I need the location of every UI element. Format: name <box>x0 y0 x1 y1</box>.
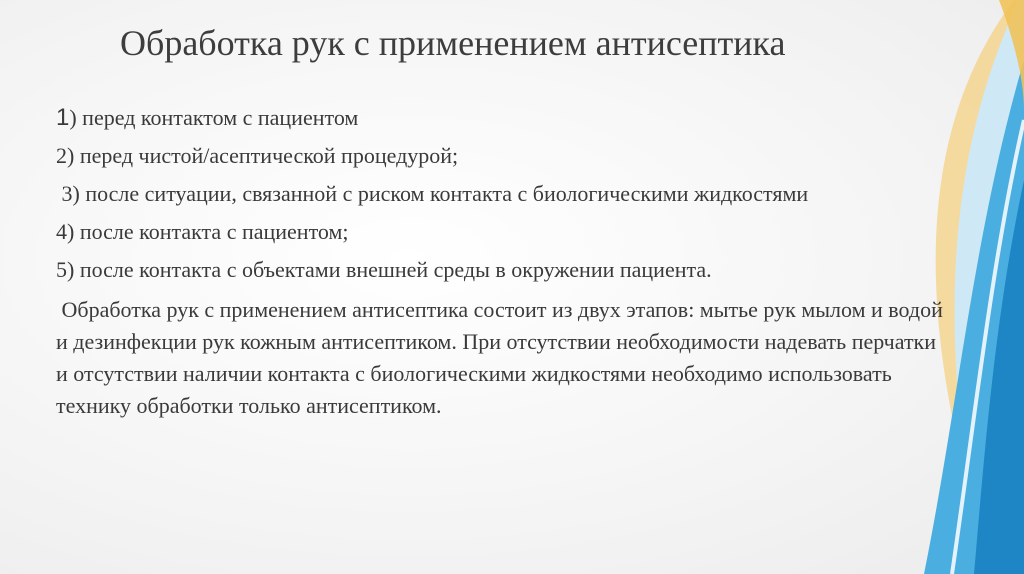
slide-title: Обработка рук с применением антисептика <box>120 23 786 63</box>
list-item-4: 4) после контакта с пациентом; <box>56 219 349 244</box>
summary-paragraph: Обработка рук с применением антисептика состоит из двух этапов: мытье рук мылом и водой и дезинфекции рук кожным антисептиком. При отсутствии необходимости надевать перчатки и отсутствии наличии контакта с биологическими жидкостями необходимо использовать технику обработки только антисептиком. <box>56 297 949 418</box>
slide-content <box>56 104 956 422</box>
list-item-1-text: ) перед контактом с пациентом <box>69 105 359 130</box>
list-item-3: 3) после ситуации, связанной с риском контакта с биологическими жидкостями <box>56 181 809 206</box>
list-item-1-number: 1 <box>56 104 70 131</box>
list-item-1 <box>56 104 956 131</box>
list-item-2: 2) перед чистой/асептической процедурой; <box>56 143 459 168</box>
list-item-5: 5) после контакта с объектами внешней среды в окружении пациента. <box>56 257 712 282</box>
